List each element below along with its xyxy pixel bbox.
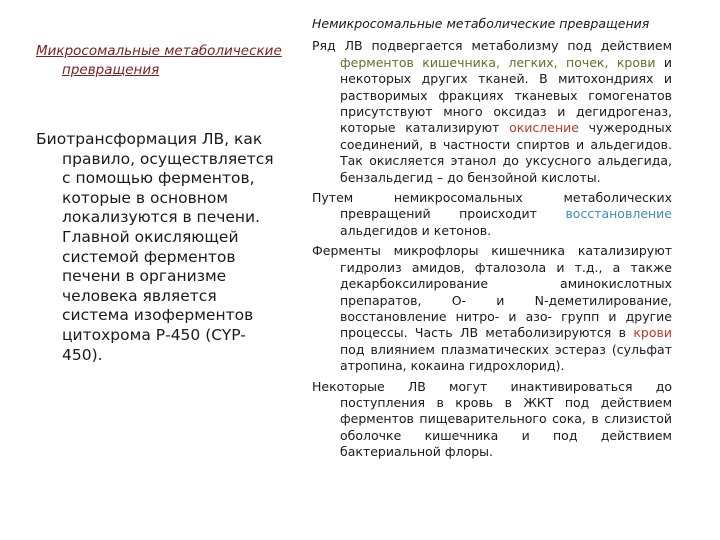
p1-text-a: Ряд ЛВ подвергается метаболизму под действием [312,38,672,54]
right-heading: Немикросомальные метаболические превращения [312,16,650,31]
paragraph-3 [312,243,672,374]
p2-highlight-reduction: восстановление [565,206,672,222]
p3-text-c: под влиянием плазматических эстераз (сульфат атропина, кокаина гидрохлорид). [340,341,672,374]
left-column [36,42,286,365]
paragraph-4: Некоторые ЛВ могут инактивироваться до поступления в кровь в ЖКТ под действием ферментов пищеварительного сока, в слизистой оболочке кишечника и под действием бактериальной флоры. [312,378,672,460]
left-body-text: Биотрансформация ЛВ, как правило, осуществляется с помощью ферментов, которые в основном локализуются в печени. Главной окисляющей системой ферментов печени в организме человека является система изоферментов цитохрома Р-450 (CYP-450). [36,130,274,364]
p1-highlight-oxidation: окисление [509,120,579,136]
p1-text-c: и некоторых других тканей. В митохондриях и растворимых фракциях тканевых гомогенатов присутствуют много оксидаз и дегидрогеназ, которые катализируют [340,54,673,136]
p3-text-a: Ферменты микрофлоры кишечника катализируют гидролиз амидов, фталозола и т.д., а также декарбоксилирование аминокислотных препаратов, О- и N-деметилирование, восстановление нитро- и азо- групп и другие процессы. Часть ЛВ метаболизируются в [312,243,672,341]
p3-highlight-blood: крови [633,325,672,341]
left-heading: Микросомальные метаболические превращения [36,43,282,78]
right-column [312,16,672,465]
paragraph-1 [312,38,672,186]
p1-text-e: чужеродных соединений, в частности спиртов и альдегидов. Так окисляется этанол до уксусного альдегида, бензальдегид – до бензойной кислоты. [340,120,672,185]
paragraph-2 [312,190,672,239]
p2-text-a: Путем немикросомальных метаболических превращений происходит [312,190,672,222]
p2-text-c: альдегидов и кетонов. [340,222,492,238]
p1-highlight-organs: ферментов кишечника, легких, почек, крови [340,54,656,70]
